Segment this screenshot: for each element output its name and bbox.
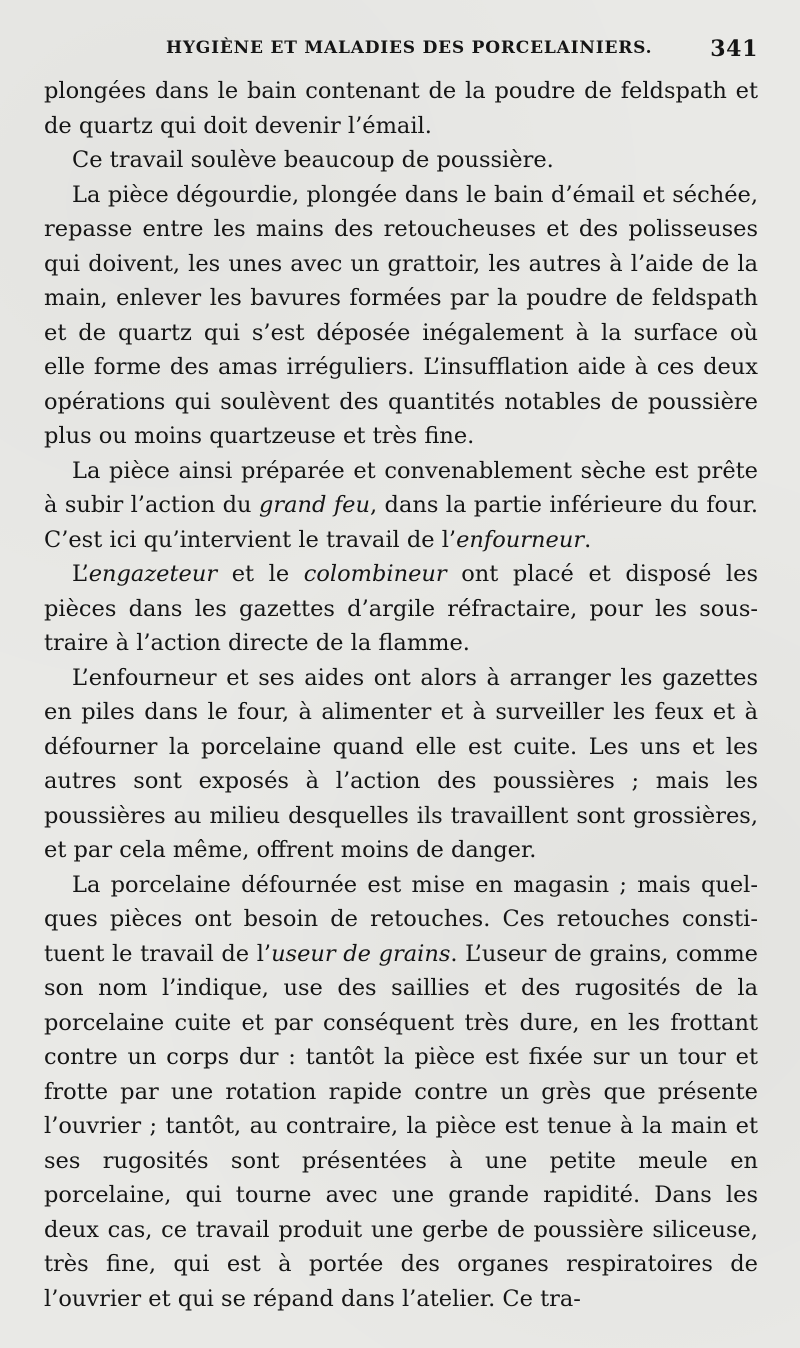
paragraph: [44, 557, 758, 661]
text-run: .: [584, 526, 592, 553]
paragraph: [44, 178, 758, 454]
text-run: L’enfourneur et ses aides ont alors à arranger les gazettes en piles dans le four, à alimenter et à surveiller les feux et à défourner la porcelaine quand elle est cuite. Les uns et les autres sont exposés à l’action des poussières ; mais les poussières au milieu desquelles ils travaillent sont grossières, et par cela même, offrent moins de danger.: [44, 664, 758, 863]
text-run: La porcelaine défournée est mise en magasin ; mais quelques pièces ont besoin de retouches. Ces retouches constituent le travail de l’: [44, 871, 758, 967]
running-head: [44, 36, 758, 74]
paragraph: [44, 661, 758, 868]
text-run: La pièce ainsi préparée et convenablement sèche est prête à subir l’action du: [44, 457, 758, 518]
paragraph: [44, 868, 758, 1317]
text-run: et le: [217, 561, 304, 587]
text-run: Ce travail soulève beaucoup de poussière.: [72, 147, 554, 173]
text-run: . L’useur de grains, comme son nom l’indique, use des saillies et des rugosités de la porcelaine cuite et par conséquent très dure, en les frottant contre un corps dur : tantôt la pièce est fixée sur un tour et frotte par une rotation rapide contre un grès que présente l’ouvrier ; tantôt, au contraire, la pièce est tenue à la main et ses rugosités sont présentées à une petite meule en porcelaine, qui tourne avec une grande rapidité. Dans les deux cas, ce travail produit une gerbe de poussière siliceuse, très fine, qui est à portée des organes respiratoires de l’ouvrier et qui se répand dans l’atelier. Ce tra-: [44, 940, 759, 1312]
paragraph: [44, 454, 758, 558]
text-run: L’: [72, 561, 89, 587]
italic-term: useur de grains: [271, 940, 451, 967]
page-number: 341: [710, 36, 758, 62]
paragraph: [44, 74, 758, 143]
running-title: HYGIÈNE ET MALADIES DES PORCELAINIERS.: [166, 38, 653, 58]
text-run: , dans la partie inférieure du four. C’est ici qu’intervient le travail de l’: [44, 492, 759, 553]
text-run: La pièce dégourdie, plongée dans le bain d’émail et séchée, repasse entre les mains des retoucheuses et des polisseuses qui doivent, les unes avec un grattoir, les autres à l’aide de la main, enlever les bavures formées par la poudre de feldspath et de quartz qui s’est déposée inégalement à la surface où elle forme des amas irréguliers. L’insufflation aide à ces deux opérations qui soulèvent des quantités notables de poussière plus ou moins quartzeuse et très fine.: [44, 181, 758, 449]
paragraph: [44, 143, 758, 178]
italic-term: colombineur: [303, 561, 447, 587]
text-run: ont placé et disposé les pièces dans les gazettes d’argile réfractaire, pour les soustraire à l’action directe de la flamme.: [44, 561, 758, 656]
italic-term: grand feu: [258, 492, 370, 518]
body-text: [44, 74, 758, 1316]
italic-term: enfourneur: [456, 526, 585, 553]
text-run: plongées dans le bain contenant de la poudre de feldspath et de quartz qui doit devenir l’émail.: [44, 78, 758, 139]
italic-term: engazeteur: [88, 561, 218, 587]
